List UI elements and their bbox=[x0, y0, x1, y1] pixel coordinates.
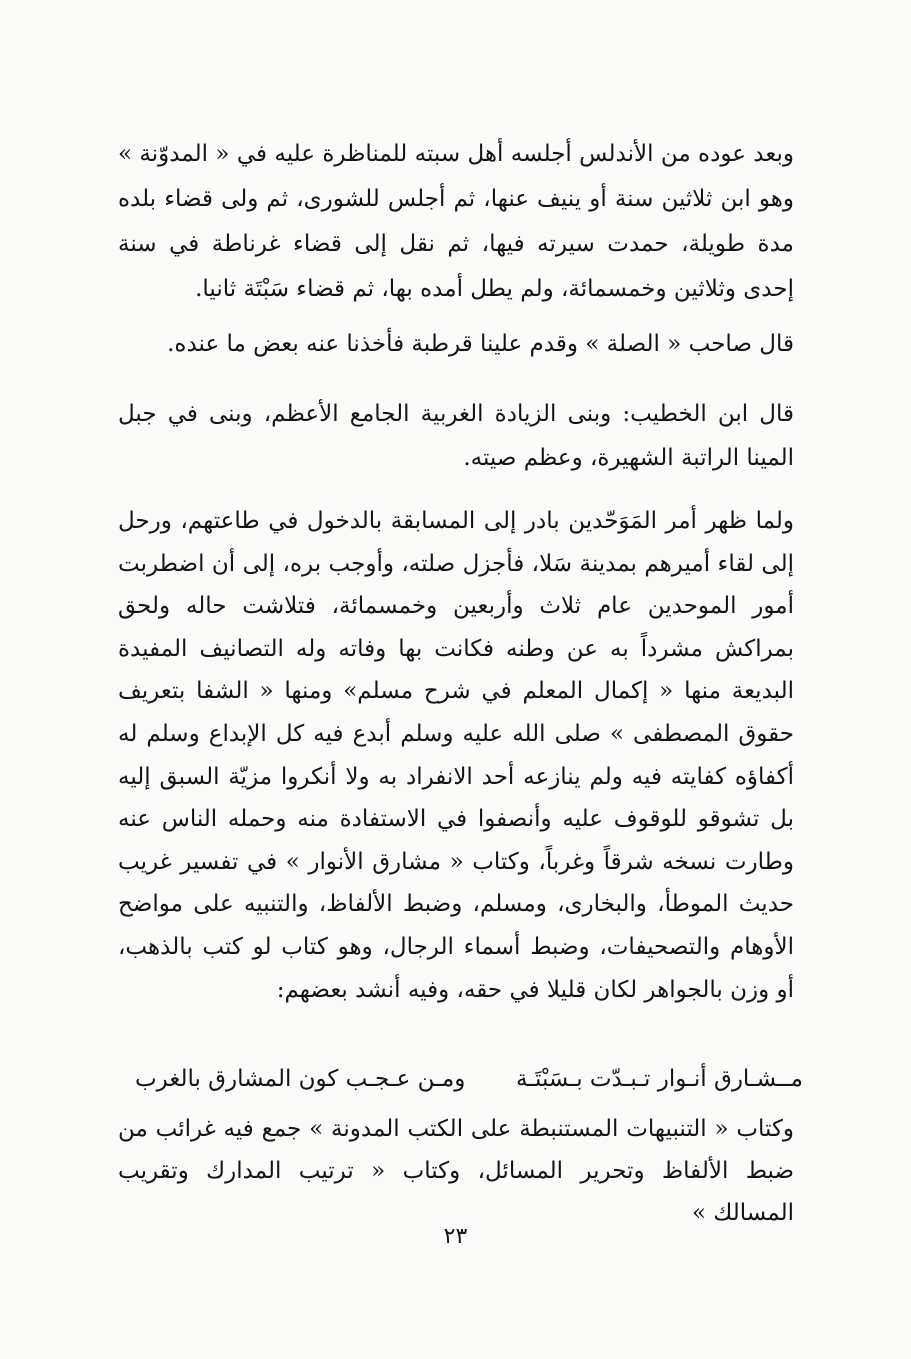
paragraph-2: قال صاحب « الصلة » وقدم علينا قرطبة فأخذنا عنه بعض ما عنده. bbox=[167, 331, 794, 357]
verse-first-hemistich: مــشـارق أنـوار تـبـدّت بـسَبْتَـة bbox=[515, 1066, 803, 1092]
paragraph-3: قال ابن الخطيب: وبنى الزيادة الغربية الجامع الأعظم، وبنى في جبل المينا الراتبة الشهيرة، وعظم صيته. bbox=[118, 401, 794, 471]
verse-second-hemistich: ومـن عـجـب كون المشارق بالغرب bbox=[135, 1066, 466, 1092]
paragraph-5: وكتاب « التنبيهات المستنبطة على الكتب المدونة » جمع فيه غرائب من ضبط الألفاظ وتحرير المسائل، وكتاب « ترتيب المدارك وتقريب المسالك » bbox=[118, 1116, 794, 1226]
poetry-verse bbox=[135, 1058, 803, 1100]
paragraph-1: وبعد عوده من الأندلس أجلسه أهل سبته للمناظرة عليه في « المدوّنة » وهو ابن ثلاثين سنة أو ينيف عنها، ثم أجلس للشورى، ثم ولى قضاء بلده مدة طويلة، حمدت سيرته فيها، ثم نقل إلى قضاء غرناطة في سنة إحدى وثلاثين وخمسمائة، ولم يطل أمده بها، ثم قضاء سَبْتَة ثانيا. bbox=[118, 141, 794, 302]
paragraph-4: ولما ظهر أمر المَوَحّدين بادر إلى المسابقة بالدخول في طاعتهم، ورحل إلى لقاء أميرهم بمدينة سَلا، فأجزل صلته، وأوجب بره، إلى أن اضطربت أمور الموحدين عام ثلاث وأربعين وخمسمائة، فتلاشت حاله ولحق بمراكش مشرداً به عن وطنه فكانت بها وفاته وله التصانيف المفيدة البديعة منها « إكمال المعلم في شرح مسلم» ومنها « الشفا بتعريف حقوق المصطفى » صلى الله عليه وسلم أبدع فيه كل الإبداع وسلم له أكفاؤه كفايته فيه ولم ينازعه أحد الانفراد به ولا أنكروا مزيّة السبق إليه بل تشوقو للوقوف عليه وأنصفوا في الاستفادة منه وحمله الناس عنه وطارت نسخه شرقاً وغرباً، وكتاب « مشارق الأنوار » في تفسير غريب حديث الموطأ، والبخارى، ومسلم، وضبط الألفاظ، والتنبيه على مواضح الأوهام والتصحيفات، وضبط أسماء الرجال، وهو كتاب لو كتب بالذهب، أو وزن بالجواهر لكان قليلا في حقه، وفيه أنشد بعضهم: bbox=[118, 508, 794, 1003]
page-number: ٢٣ bbox=[443, 1224, 468, 1249]
